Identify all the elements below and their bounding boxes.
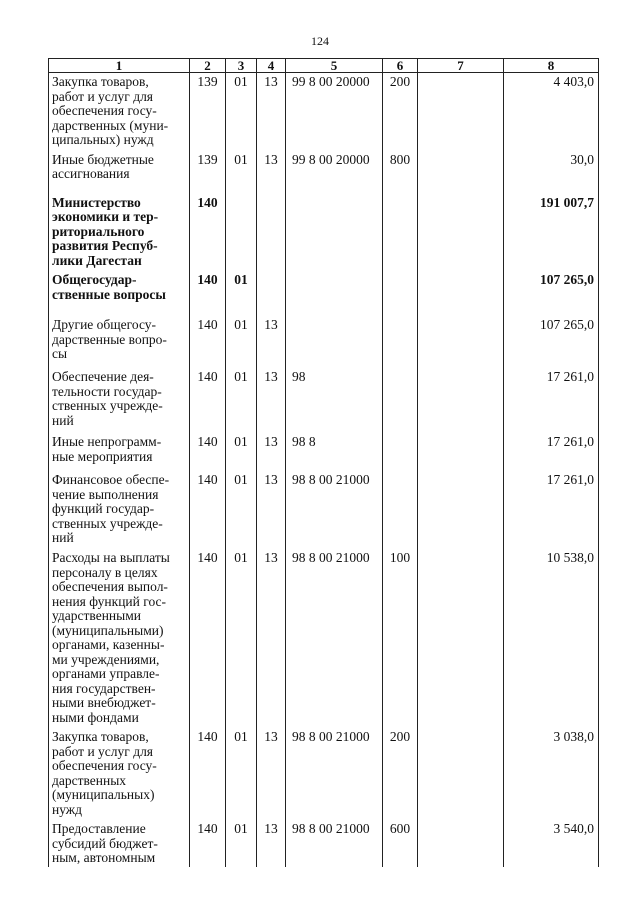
row-amount: 17 261,0 bbox=[504, 365, 599, 430]
row-code-4: 13 bbox=[257, 430, 286, 468]
table-row bbox=[49, 268, 599, 313]
row-code-6: 800 bbox=[383, 148, 418, 191]
row-amount: 3 038,0 bbox=[504, 725, 599, 817]
row-code-6 bbox=[383, 430, 418, 468]
table-row bbox=[49, 817, 599, 867]
row-code-4: 13 bbox=[257, 148, 286, 191]
row-code-2: 140 bbox=[190, 725, 226, 817]
row-code-5: 98 bbox=[286, 365, 383, 430]
row-code-3: 01 bbox=[226, 546, 257, 725]
row-code-6: 200 bbox=[383, 725, 418, 817]
row-code-3: 01 bbox=[226, 725, 257, 817]
table-row bbox=[49, 546, 599, 725]
column-header: 4 bbox=[257, 59, 286, 73]
row-code-4 bbox=[257, 191, 286, 269]
row-code-7 bbox=[418, 817, 504, 867]
row-code-5: 98 8 00 21000 bbox=[286, 817, 383, 867]
row-code-4: 13 bbox=[257, 817, 286, 867]
budget-table bbox=[48, 58, 599, 867]
row-code-5: 99 8 00 20000 bbox=[286, 73, 383, 148]
row-amount: 107 265,0 bbox=[504, 313, 599, 365]
row-code-2: 140 bbox=[190, 365, 226, 430]
row-code-2: 140 bbox=[190, 268, 226, 313]
row-code-2: 140 bbox=[190, 430, 226, 468]
row-code-4: 13 bbox=[257, 365, 286, 430]
row-code-6 bbox=[383, 313, 418, 365]
row-code-4: 13 bbox=[257, 73, 286, 148]
row-code-5: 98 8 00 21000 bbox=[286, 725, 383, 817]
row-code-5: 98 8 bbox=[286, 430, 383, 468]
row-code-6 bbox=[383, 191, 418, 269]
row-amount: 191 007,7 bbox=[504, 191, 599, 269]
column-header: 6 bbox=[383, 59, 418, 73]
table-row bbox=[49, 365, 599, 430]
row-name: Общегосудар- ственные вопросы bbox=[49, 268, 190, 313]
table-row bbox=[49, 468, 599, 546]
row-code-7 bbox=[418, 268, 504, 313]
row-name: Иные бюджетные ассигнования bbox=[49, 148, 190, 191]
row-amount: 3 540,0 bbox=[504, 817, 599, 867]
row-amount: 10 538,0 bbox=[504, 546, 599, 725]
row-amount: 107 265,0 bbox=[504, 268, 599, 313]
row-code-2: 139 bbox=[190, 148, 226, 191]
row-amount: 17 261,0 bbox=[504, 468, 599, 546]
table-row bbox=[49, 73, 599, 148]
column-header: 5 bbox=[286, 59, 383, 73]
row-code-5 bbox=[286, 191, 383, 269]
column-header: 2 bbox=[190, 59, 226, 73]
row-code-3: 01 bbox=[226, 148, 257, 191]
row-code-4: 13 bbox=[257, 546, 286, 725]
row-code-3 bbox=[226, 191, 257, 269]
row-code-2: 140 bbox=[190, 817, 226, 867]
row-code-7 bbox=[418, 546, 504, 725]
row-code-5: 98 8 00 21000 bbox=[286, 468, 383, 546]
column-header: 8 bbox=[504, 59, 599, 73]
row-code-7 bbox=[418, 365, 504, 430]
row-name: Другие общегосу- дарственные вопро- сы bbox=[49, 313, 190, 365]
row-name: Министерство экономики и тер- риториального развития Респуб- лики Дагестан bbox=[49, 191, 190, 269]
row-code-3: 01 bbox=[226, 365, 257, 430]
row-code-4: 13 bbox=[257, 313, 286, 365]
row-code-2: 140 bbox=[190, 313, 226, 365]
row-code-4: 13 bbox=[257, 725, 286, 817]
row-code-7 bbox=[418, 725, 504, 817]
row-code-6 bbox=[383, 365, 418, 430]
row-code-7 bbox=[418, 73, 504, 148]
row-code-7 bbox=[418, 313, 504, 365]
row-code-5 bbox=[286, 313, 383, 365]
row-name: Предоставление субсидий бюджет- ным, автономным bbox=[49, 817, 190, 867]
row-name: Финансовое обеспе- чение выполнения функций государ- ственных учрежде- ний bbox=[49, 468, 190, 546]
table-row bbox=[49, 313, 599, 365]
row-amount: 17 261,0 bbox=[504, 430, 599, 468]
row-code-7 bbox=[418, 468, 504, 546]
row-amount: 4 403,0 bbox=[504, 73, 599, 148]
row-code-2: 140 bbox=[190, 191, 226, 269]
row-code-6 bbox=[383, 268, 418, 313]
row-code-6 bbox=[383, 468, 418, 546]
row-code-5: 99 8 00 20000 bbox=[286, 148, 383, 191]
table-row bbox=[49, 191, 599, 269]
row-code-7 bbox=[418, 191, 504, 269]
row-code-2: 140 bbox=[190, 546, 226, 725]
row-name: Иные непрограмм- ные мероприятия bbox=[49, 430, 190, 468]
row-code-3: 01 bbox=[226, 313, 257, 365]
row-code-3: 01 bbox=[226, 430, 257, 468]
row-code-2: 140 bbox=[190, 468, 226, 546]
row-code-5: 98 8 00 21000 bbox=[286, 546, 383, 725]
row-code-6: 200 bbox=[383, 73, 418, 148]
row-code-6: 100 bbox=[383, 546, 418, 725]
row-code-3: 01 bbox=[226, 73, 257, 148]
row-code-3: 01 bbox=[226, 468, 257, 546]
row-code-7 bbox=[418, 430, 504, 468]
table-row bbox=[49, 430, 599, 468]
header-row bbox=[49, 59, 599, 73]
table-row bbox=[49, 725, 599, 817]
row-code-5 bbox=[286, 268, 383, 313]
row-name: Закупка товаров, работ и услуг для обеспечения госу- дарственных (муниципальных) нужд bbox=[49, 725, 190, 817]
row-name: Расходы на выплаты персоналу в целях обеспечения выпол- нения функций гос- ударственными (муниципальными) органами, казенны- ми учреждениями, органами управле- ния государствен- ными внебюджет- ными фондами bbox=[49, 546, 190, 725]
row-code-7 bbox=[418, 148, 504, 191]
page-number: 124 bbox=[311, 34, 329, 48]
column-header: 3 bbox=[226, 59, 257, 73]
row-amount: 30,0 bbox=[504, 148, 599, 191]
column-header: 1 bbox=[49, 59, 190, 73]
row-code-4 bbox=[257, 268, 286, 313]
table-row bbox=[49, 148, 599, 191]
row-name: Закупка товаров, работ и услуг для обеспечения госу- дарственных (муни- ципальных) нужд bbox=[49, 73, 190, 148]
row-code-6: 600 bbox=[383, 817, 418, 867]
row-code-3: 01 bbox=[226, 817, 257, 867]
row-code-3: 01 bbox=[226, 268, 257, 313]
table-body bbox=[49, 73, 599, 868]
row-code-4: 13 bbox=[257, 468, 286, 546]
row-code-2: 139 bbox=[190, 73, 226, 148]
column-header: 7 bbox=[418, 59, 504, 73]
row-name: Обеспечение дея- тельности государ- ственных учрежде- ний bbox=[49, 365, 190, 430]
